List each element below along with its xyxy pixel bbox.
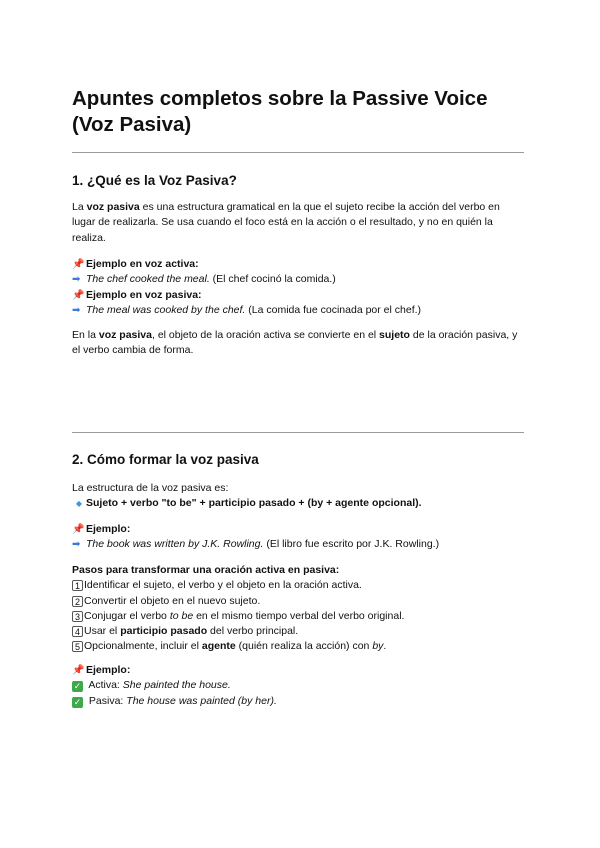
divider	[72, 432, 524, 433]
step-text: Opcionalmente, incluir el	[84, 640, 202, 653]
section-2-example-2	[72, 663, 524, 709]
example-passive-label: Ejemplo en voz pasiva:	[86, 288, 202, 301]
list-item	[72, 639, 524, 654]
outro-bold-term: voz pasiva	[98, 329, 152, 341]
example-2-label: Ejemplo:	[86, 664, 131, 676]
step-bold: agente	[201, 640, 236, 653]
outro-text-e: de la oración pasiva, y el verbo cambia de forma.	[72, 329, 518, 357]
example-label: Ejemplo:	[86, 523, 131, 535]
divider	[72, 152, 524, 153]
step-bold: participio pasado	[120, 625, 208, 638]
keycap-number-icon: 5	[72, 641, 83, 652]
example-active-spanish: (El chef cocinó la comida.)	[209, 273, 336, 286]
passive-sentence: The house was painted (by her).	[126, 694, 277, 707]
intro-bold-term: voz pasiva	[86, 201, 140, 213]
list-item	[72, 594, 524, 609]
step-text: Conjugar el verbo	[84, 609, 170, 622]
pushpin-icon: 📌	[72, 665, 85, 676]
pushpin-icon: 📌	[72, 524, 85, 535]
outro-text-c: , el objeto de la oración activa se convierte en el	[151, 329, 380, 341]
intro-text-c: es una estructura gramatical en la que el sujeto recibe la acción del verbo en lugar de realizarla. Se usa cuando el foco está en la acción o el resultado, y no en quién la realiza.	[72, 201, 500, 244]
arrow-right-icon: ➡	[72, 304, 81, 316]
section-2-structure	[72, 481, 524, 512]
steps-list	[72, 563, 524, 655]
pushpin-icon: 📌	[72, 289, 85, 301]
step-text: Usar el	[84, 625, 121, 638]
structure-formula: Sujeto + verbo "to be" + participio pasado + (by + agente opcional).	[86, 497, 422, 510]
section-2-example	[72, 522, 524, 553]
intro-text-a: La	[72, 201, 87, 213]
step-text: .	[383, 640, 387, 653]
keycap-number-icon: 2	[72, 596, 83, 607]
step-text: del verbo principal.	[207, 625, 299, 638]
step-italic: by	[372, 640, 384, 653]
check-mark-icon: ✓	[73, 696, 82, 707]
list-item	[72, 578, 524, 593]
pushpin-icon: 📌	[72, 259, 85, 270]
example-active-english: The chef cooked the meal.	[86, 273, 210, 286]
page-title: Apuntes completos sobre la Passive Voice (Voz Pasiva)	[72, 87, 488, 136]
example-active-label: Ejemplo en voz activa:	[86, 258, 199, 270]
list-item	[72, 624, 524, 639]
section-1-heading: 1. ¿Qué es la Voz Pasiva?	[72, 173, 237, 188]
passive-label: Pasiva:	[86, 694, 127, 707]
section-1-examples	[72, 257, 524, 318]
active-label: Activa:	[86, 679, 123, 692]
arrow-right-icon: ➡	[72, 274, 81, 286]
step-text: en el mismo tiempo verbal del verbo original.	[193, 609, 405, 622]
section-1-intro	[72, 200, 524, 246]
outro-bold-subject: sujeto	[379, 329, 410, 341]
outro-text-a: En la	[72, 329, 99, 341]
active-sentence: She painted the house.	[122, 679, 231, 692]
check-mark-icon: ✓	[73, 681, 82, 692]
example-spanish: (El libro fue escrito por J.K. Rowling.)	[263, 538, 440, 551]
arrow-right-icon: ➡	[72, 539, 81, 551]
step-italic: to be	[169, 609, 194, 622]
example-passive-english: The meal was cooked by the chef.	[86, 303, 246, 316]
keycap-number-icon: 4	[72, 626, 83, 637]
section-1-outro	[72, 328, 524, 359]
example-passive-spanish: (La comida fue cocinada por el chef.)	[245, 303, 422, 316]
blue-diamond-icon: ◆	[75, 499, 83, 509]
section-2-heading: 2. Cómo formar la voz pasiva	[72, 452, 259, 467]
structure-intro: La estructura de la voz pasiva es:	[72, 482, 229, 494]
keycap-number-icon: 1	[72, 580, 83, 591]
step-text: Convertir el objeto en el nuevo sujeto.	[84, 594, 261, 607]
steps-heading: Pasos para transformar una oración activa en pasiva:	[72, 564, 340, 576]
step-text: (quién realiza la acción) con	[235, 640, 373, 653]
keycap-number-icon: 3	[72, 611, 83, 622]
example-english: The book was written by J.K. Rowling.	[86, 538, 264, 551]
step-text: Identificar el sujeto, el verbo y el objeto en la oración activa.	[84, 579, 362, 592]
list-item	[72, 609, 524, 624]
